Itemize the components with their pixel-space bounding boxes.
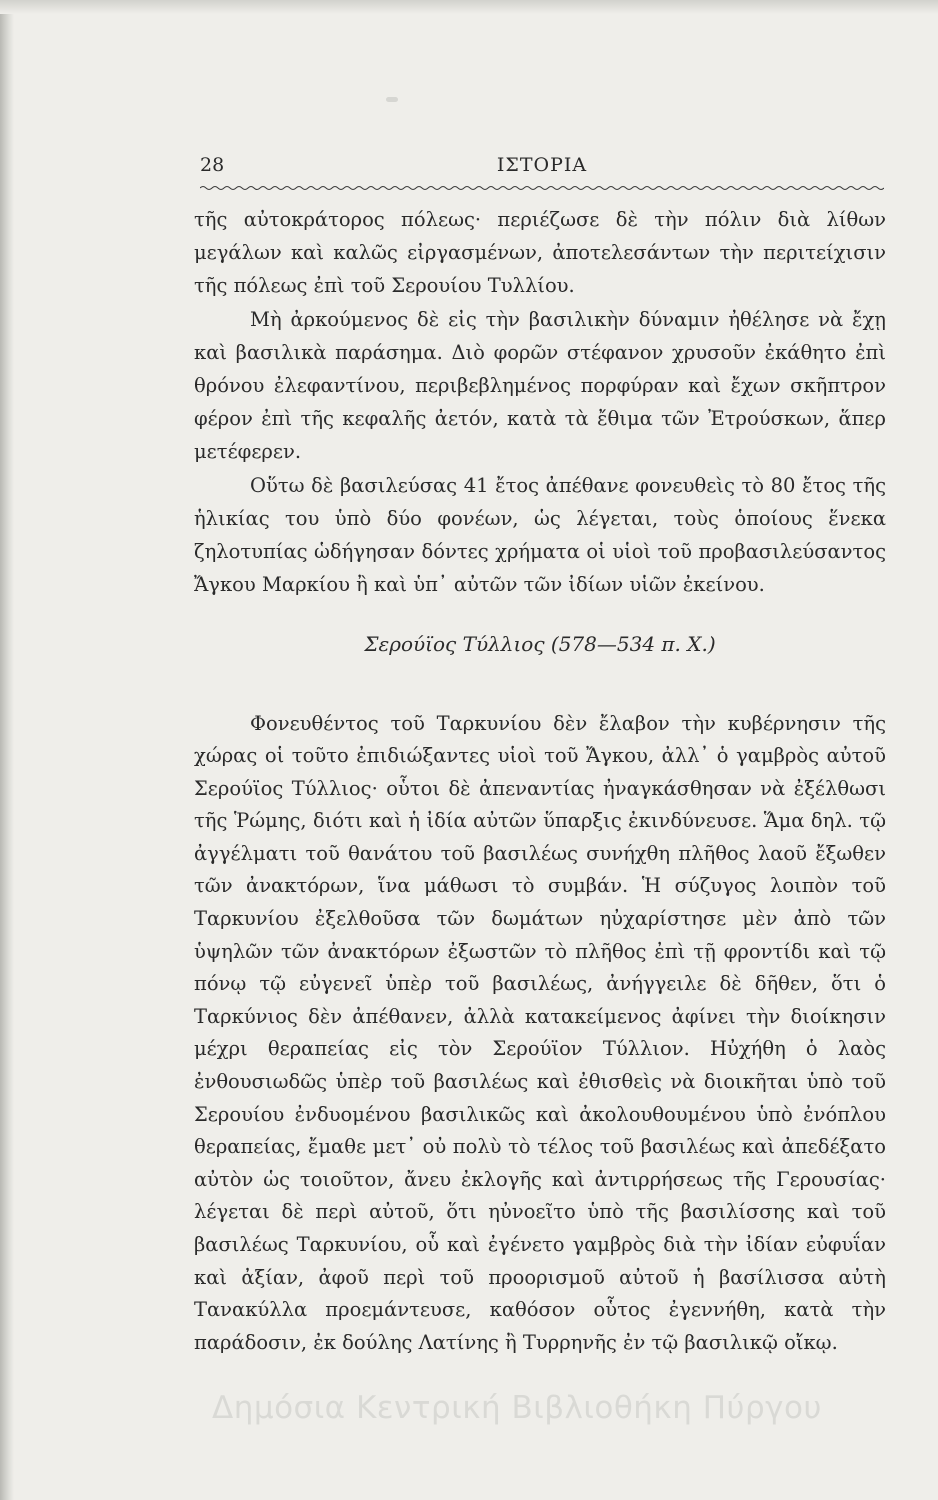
header-wavy-rule [200,184,884,192]
library-watermark: Δημόσια Κεντρική Βιβλιοθήκη Πύργου [212,1390,822,1426]
running-title: ΙΣΤΟΡΙΑ [496,154,588,176]
paper-speck [386,97,398,102]
paragraph: τῆς αὐτοκράτορος πόλεως· περιέζωσε δὲ τὴν πόλιν διὰ λίθων μεγάλων καὶ καλῶς εἰργασμένων, ἀποτελεσάντων τὴν περιτείχισιν τῆς πόλεως ἐπὶ τοῦ Σερουίου Τυλλίου. [194,208,886,298]
body-text-lower [194,688,886,1379]
page-number: 28 [200,154,225,176]
page-header [200,154,884,184]
section-heading: Σερούϊος Τύλλιος (578—534 π. Χ.) [364,632,716,656]
paragraph: Φονευθέντος τοῦ Ταρκυνίου δὲν ἔλαβον τὴν κυβέρνησιν τῆς χώρας οἱ τοῦτο ἐπιδιώξαντες υἱοὶ τοῦ Ἄγκου, ἀλλ᾽ ὁ γαμβρὸς αὐτοῦ Σερούϊος Τύλλιος· οὗτοι δὲ ἀπεναντίας ἠναγκάσθησαν νὰ ἐξέλθωσι τῆς Ῥώμης, διότι καὶ ἡ ἰδία αὐτῶν ὕπαρξις ἐκινδύνευσε. Ἅμα δηλ. τῷ ἀγγέλματι τοῦ θανάτου τοῦ βασιλέως συνήχθη πλῆθος λαοῦ ἔξωθεν τῶν ἀνακτόρων, ἵνα μάθωσι τὸ συμβάν. Ἡ σύζυγος λοιπὸν τοῦ Ταρκυνίου ἐξελθοῦσα τῶν δωμάτων ηὐχαρίστησε μὲν ἀπὸ τῶν ὑψηλῶν τῶν ἀνακτόρων ἐξωστῶν τὸ πλῆθος ἐπὶ τῇ φροντίδι καὶ τῷ πόνῳ τῷ εὐγενεῖ ὑπὲρ τοῦ βασιλέως, ἀνήγγειλε δὲ δῆθεν, ὅτι ὁ Ταρκύνιος δὲν ἀπέθανεν, ἀλλὰ κατακείμενος ἀφίνει τὴν διοίκησιν μέχρι θεραπείας εἰς τὸν Σερούϊον Τύλλιον. Ηὐχήθη ὁ λαὸς ἐνθουσιωδῶς ὑπὲρ τοῦ βασιλέως καὶ ἐθισθεὶς νὰ διοικῆται ὑπὸ τοῦ Σερουίου ἐνδυομένου βασιλικῶς καὶ ἀκολουθουμένου ὑπὸ ἐνόπλου θεραπείας, ἔμαθε μετ᾽ οὐ πολὺ τὸ τέλος τοῦ βασιλέως καὶ ἀπεδέξατο αὐτὸν ὡς τοιοῦτον, ἄνευ ἐκλογῆς καὶ ἀντιρρήσεως τῆς Γερουσίας· λέγεται δὲ περὶ αὐτοῦ, ὅτι ηὐνοεῖτο ὑπὸ τῆς βασιλίσσης καὶ τοῦ βασιλέως Ταρκυνίου, οὗ καὶ ἐγένετο γαμβρὸς διὰ τὴν ἰδίαν εὐφυΐαν καὶ ἀξίαν, ἀφοῦ περὶ τοῦ προορισμοῦ αὐτοῦ ἡ βασίλισσα αὐτὴ Τανακύλλα προεμάντευσε, καθόσον οὗτος ἐγεννήθη, κατὰ τὴν παράδοσιν, ἐκ δούλης Λατίνης ἢ Τυρρηνῆς ἐν τῷ βασιλικῷ οἴκῳ. [194,711,886,1354]
scan-top-edge [0,0,938,14]
scan-left-edge [0,0,14,1500]
body-text-upper [194,203,886,601]
paragraph: Μὴ ἀρκούμενος δὲ εἰς τὴν βασιλικὴν δύναμιν ἠθέλησε νὰ ἔχῃ καὶ βασιλικὰ παράσημα. Διὸ φορῶν στέφανον χρυσοῦν ἐκάθητο ἐπὶ θρόνου ἐλεφαντίνου, περιβεβλημένος πορφύραν καὶ ἔχων σκῆπτρον φέρον ἐπὶ τῆς κεφαλῆς ἀετόν, κατὰ τὰ ἔθιμα τῶν Ἐτρούσκων, ἅπερ μετέφερεν. [194,307,886,464]
paragraph: Οὕτω δὲ βασιλεύσας 41 ἔτος ἀπέθανε φονευθεὶς τὸ 80 ἔτος τῆς ἡλικίας του ὑπὸ δύο φονέων, ὡς λέγεται, τοὺς ὁποίους ἕνεκα ζηλοτυπίας ὡδήγησαν δόντες χρήματα οἱ υἱοὶ τοῦ προβασιλεύσαντος Ἄγκου Μαρκίου ἢ καὶ ὑπ᾽ αὐτῶν τῶν ἰδίων υἱῶν ἐκείνου. [194,473,886,597]
